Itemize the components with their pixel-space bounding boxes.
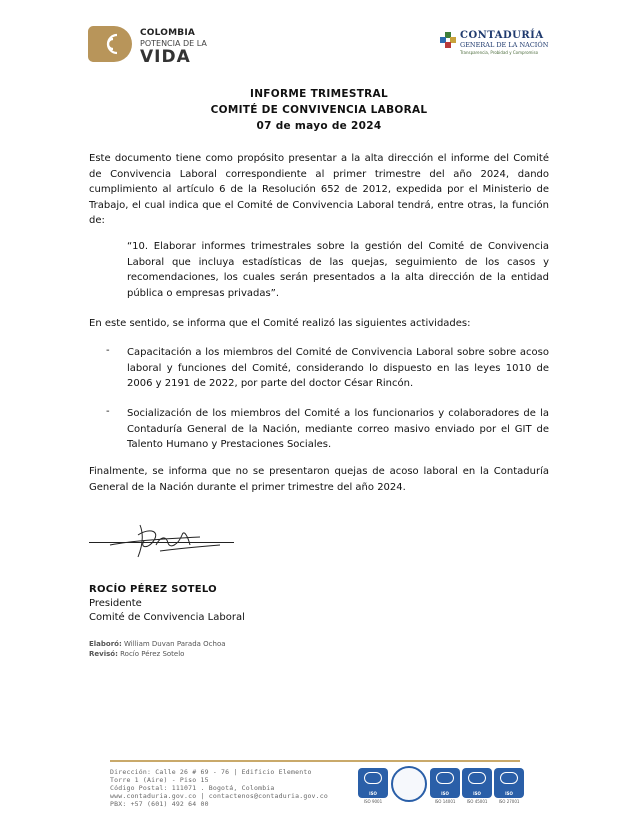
contaduria-emblem-icon xyxy=(440,32,456,48)
logo-left-line2: POTENCIA DE LA xyxy=(140,39,207,48)
footer-website-line: www.contaduria.gov.co | contactenos@contaduria.gov.co xyxy=(110,792,329,800)
reviewed-by-label: Revisó: xyxy=(89,650,118,658)
footer-address-line: Dirección: Calle 26 # 69 - 76 | Edificio Elemento xyxy=(110,768,312,776)
certification-badge: ISO xyxy=(494,768,524,798)
activity-item: Socialización de los miembros del Comité a los funcionarios y colaboradores de la Contaduría General de la Nación, mediante correo masivo enviado por el GIT de Talento Humano y Prestaciones Sociales. xyxy=(127,408,549,450)
certification-caption: ISO 14001 xyxy=(434,799,456,804)
prepared-by xyxy=(89,640,226,648)
prepared-by-label: Elaboró: xyxy=(89,640,122,648)
logo-right-line1: CONTADURÍA xyxy=(460,30,544,41)
bullet-marker: - xyxy=(106,406,110,417)
footer-rule xyxy=(110,760,520,762)
signer-role: Presidente xyxy=(89,598,142,609)
closing-paragraph: Finalmente, se informa que no se presentaron quejas de acoso laboral en la Contaduría General de la Nación durante el primer trimestre del año 2024. xyxy=(89,466,549,493)
document-date: 07 de mayo de 2024 xyxy=(256,120,382,132)
reviewed-by-name: Rocío Pérez Sotelo xyxy=(120,650,185,658)
quoted-function: “10. Elaborar informes trimestrales sobre la gestión del Comité de Convivencia Laboral que incluya estadísticas de las quejas, seguimiento de los casos y recomendaciones, los cuales serán presentados a la alta dirección de la entidad pública o empresas privadas”. xyxy=(127,241,549,299)
activities-intro: En este sentido, se informa que el Comité realizó las siguientes actividades: xyxy=(89,318,471,329)
signature-line xyxy=(89,542,234,543)
intro-paragraph: Este documento tiene como propósito presentar a la alta dirección el informe del Comité de Convivencia Laboral correspondiente al primer trimestre del año 2024, dando cumplimiento al artículo 6 de la Resolución 652 de 2012, expedida por el Ministerio de Trabajo, el cual indica que el Comité de Convivencia Laboral tendrá, entre otras, la función de: xyxy=(89,153,549,226)
prepared-by-name: William Duvan Parada Ochoa xyxy=(124,640,226,648)
signal-arcs-icon xyxy=(102,33,126,55)
reviewed-by xyxy=(89,650,184,658)
certification-badge: ISO xyxy=(430,768,460,798)
colombia-potencia-de-la-vida-logo xyxy=(88,26,218,66)
certification-caption: ISO 27001 xyxy=(498,799,520,804)
logo-right-line3: Transparencia, Probidad y Compromiso xyxy=(460,50,539,55)
footer-address-line: Torre 1 (Aire) - Piso 15 xyxy=(110,776,209,784)
certification-badge: ISO xyxy=(358,768,388,798)
certification-seal-icon xyxy=(391,766,427,802)
logo-left-line3: VIDA xyxy=(140,47,191,67)
certification-caption: ISO 9001 xyxy=(363,799,383,804)
handwritten-signature xyxy=(100,515,230,565)
logo-left-line1: COLOMBIA xyxy=(140,28,196,38)
footer-phone-line: PBX: +57 (601) 492 64 00 xyxy=(110,800,209,808)
certification-badge: ISO xyxy=(462,768,492,798)
certification-caption: ISO 45001 xyxy=(466,799,488,804)
signer-name: ROCÍO PÉREZ SOTELO xyxy=(89,584,217,595)
activity-item: Capacitación a los miembros del Comité de Convivencia Laboral sobre sobre acoso laboral y funciones del Comité, considerando lo dispuesto en las leyes 1010 de 2006 y 2191 de 2022, por parte del doctor César Rincón. xyxy=(127,347,549,389)
bullet-marker: - xyxy=(106,345,110,356)
document-title-line2: COMITÉ DE CONVIVENCIA LABORAL xyxy=(210,104,428,116)
contaduria-logo xyxy=(440,30,552,60)
document-title-line1: INFORME TRIMESTRAL xyxy=(250,88,388,100)
signer-committee: Comité de Convivencia Laboral xyxy=(89,612,245,623)
footer-address-line: Código Postal: 111071 . Bogotá, Colombia xyxy=(110,784,275,792)
logo-right-line2: GENERAL DE LA NACIÓN xyxy=(460,41,549,49)
